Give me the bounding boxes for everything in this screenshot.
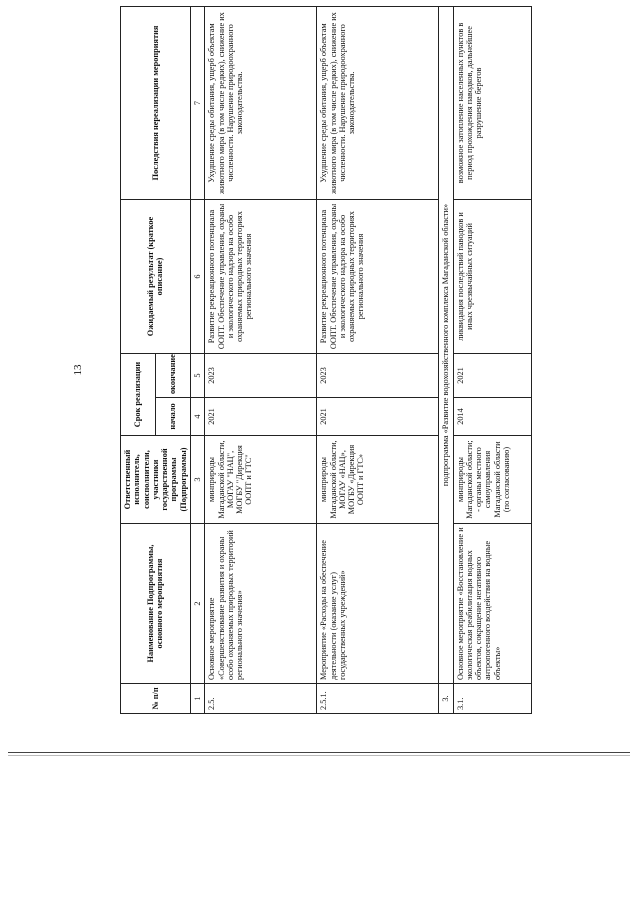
- page-number: 13: [72, 364, 84, 376]
- row-name: Основное мероприятие «Восстановление и экологическая реабилитация водных объектов, сокращение негативного антропогенного воздействия на водные объекты»: [453, 524, 531, 684]
- row-name: Мероприятие «Расходы на обеспечение деятельности (оказание услуг) государственных учреждений»: [317, 524, 439, 684]
- row-executor: минприроды Магаданской области, МОГАУ «НАЦ», МОГБУ «Дирекция ООПТ и ГТС»: [317, 436, 439, 524]
- header-row: [121, 6, 156, 713]
- table-row: [453, 6, 531, 713]
- section-title: подпрограмма «Развитие водохозяйственного комплекса Магаданской области»: [439, 6, 453, 683]
- column-number: 4: [190, 398, 204, 436]
- table-row: [317, 6, 439, 713]
- section-num: 3.: [439, 684, 453, 714]
- row-start: 2021: [205, 398, 317, 436]
- row-num: 2.5.1.: [317, 684, 439, 714]
- header-start: начало: [155, 398, 190, 436]
- row-result: Развитие рекреационного потенциала ООПТ. Обеспечение управления, охраны и экологического надзора на особо охраняемых природных территориях регионального значения: [317, 199, 439, 353]
- row-executor: минприроды Магаданской области; - органы местного самоуправления Магаданской области (по согласованию): [453, 436, 531, 524]
- header-num: № п/п: [121, 684, 191, 714]
- rotated-page-content: [60, 5, 520, 720]
- row-consequence: Ухудшение среды обитания, ущерб объектам животного мира (в том числе редких), снижение их численности. Нарушение природоохранного законодательства.: [205, 6, 317, 199]
- row-end: 2021: [453, 353, 531, 397]
- row-end: 2023: [205, 353, 317, 397]
- page-divider-line-faint: [8, 755, 630, 756]
- row-result: ликвидация последствий паводков и иных чрезвычайных ситуаций: [453, 199, 531, 353]
- header-period: Срок реализации: [121, 353, 156, 435]
- column-number: 2: [190, 524, 204, 684]
- row-consequence: Ухудшение среды обитания, ущерб объектам животного мира (в том числе редких), снижение их численности. Нарушение природоохранного законодательства.: [317, 6, 439, 199]
- measures-table: [120, 6, 532, 714]
- header-consequence: Последствия нереализации мероприятия: [121, 6, 191, 199]
- column-number: 6: [190, 199, 204, 353]
- row-end: 2023: [317, 353, 439, 397]
- row-num: 2.5.: [205, 684, 317, 714]
- row-num: 3.1.: [453, 684, 531, 714]
- column-number-row: [190, 6, 204, 713]
- row-start: 2014: [453, 398, 531, 436]
- header-result: Ожидаемый результат (краткое описание): [121, 199, 191, 353]
- row-start: 2021: [317, 398, 439, 436]
- row-executor: минприроды Магаданской области, МОГАУ "НАЦ", МОГБУ "Дирекция ООПТ и ГТС": [205, 436, 317, 524]
- header-executor: Ответственный исполнитель, соисполнители, участники государственной программы (Подпрограммы): [121, 436, 191, 524]
- row-result: Развитие рекреационного потенциала ООПТ. Обеспечение управления, охраны и экологического надзора на особо охраняемых природных территориях регионального значения: [205, 199, 317, 353]
- row-name: Основное мероприятие «Совершенствование развития и охраны особо охраняемых природных территорий регионального значения»: [205, 524, 317, 684]
- column-number: 5: [190, 353, 204, 397]
- header-name: Наименование Подпрограммы, основного мероприятия: [121, 524, 191, 684]
- table-row: [205, 6, 317, 713]
- section-row: [439, 6, 453, 713]
- page-divider-line: [8, 752, 630, 753]
- column-number: 7: [190, 6, 204, 199]
- column-number: 3: [190, 436, 204, 524]
- column-number: 1: [190, 684, 204, 714]
- header-end: окончание: [155, 353, 190, 397]
- row-consequence: возможное затопление населенных пунктов в период прохождения паводков, дальнейшее разрушение берегов: [453, 6, 531, 199]
